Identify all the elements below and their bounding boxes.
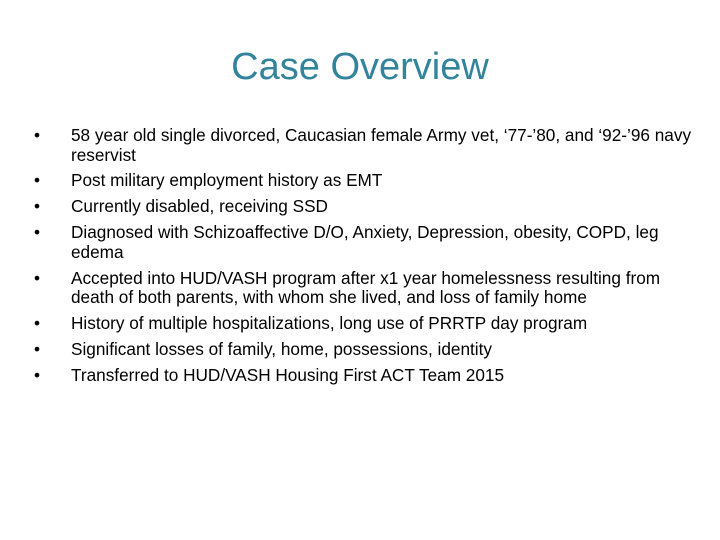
bullet-marker: • <box>34 222 41 243</box>
bullet-marker: • <box>34 125 41 145</box>
slide-title: Case Overview <box>231 46 489 88</box>
bullet-item-3 <box>34 197 694 217</box>
bullet-text: 58 year old single divorced, Caucasian female Army vet, ‘77-’80, and ‘92-’96 navy reservist <box>71 125 692 165</box>
bullet-text: History of multiple hospitalizations, long use of PRRTP day program <box>71 312 588 333</box>
bullet-text: Diagnosed with Schizoaffective D/O, Anxiety, Depression, obesity, COPD, leg edema <box>71 222 659 262</box>
bullet-marker: • <box>34 170 41 191</box>
bullet-list <box>34 126 694 392</box>
bullet-marker: • <box>34 267 41 288</box>
bullet-item-5 <box>34 269 694 308</box>
bullet-item-8 <box>34 366 694 386</box>
bullet-marker: • <box>34 196 41 217</box>
bullet-item-1 <box>34 126 694 165</box>
bullet-marker: • <box>34 338 41 359</box>
bullet-text: Significant losses of family, home, possessions, identity <box>71 338 492 359</box>
bullet-text: Accepted into HUD/VASH program after x1 year homelessness resulting from death of both parents, with whom she lived, and loss of family home <box>71 267 661 308</box>
bullet-item-6 <box>34 314 694 334</box>
bullet-text: Transferred to HUD/VASH Housing First ACT Team 2015 <box>71 364 505 385</box>
bullet-text: Post military employment history as EMT <box>71 170 383 191</box>
bullet-item-4 <box>34 223 694 262</box>
bullet-item-7 <box>34 340 694 360</box>
bullet-text: Currently disabled, receiving SSD <box>71 196 328 217</box>
bullet-marker: • <box>34 364 41 385</box>
bullet-item-2 <box>34 171 694 191</box>
bullet-marker: • <box>34 312 41 333</box>
